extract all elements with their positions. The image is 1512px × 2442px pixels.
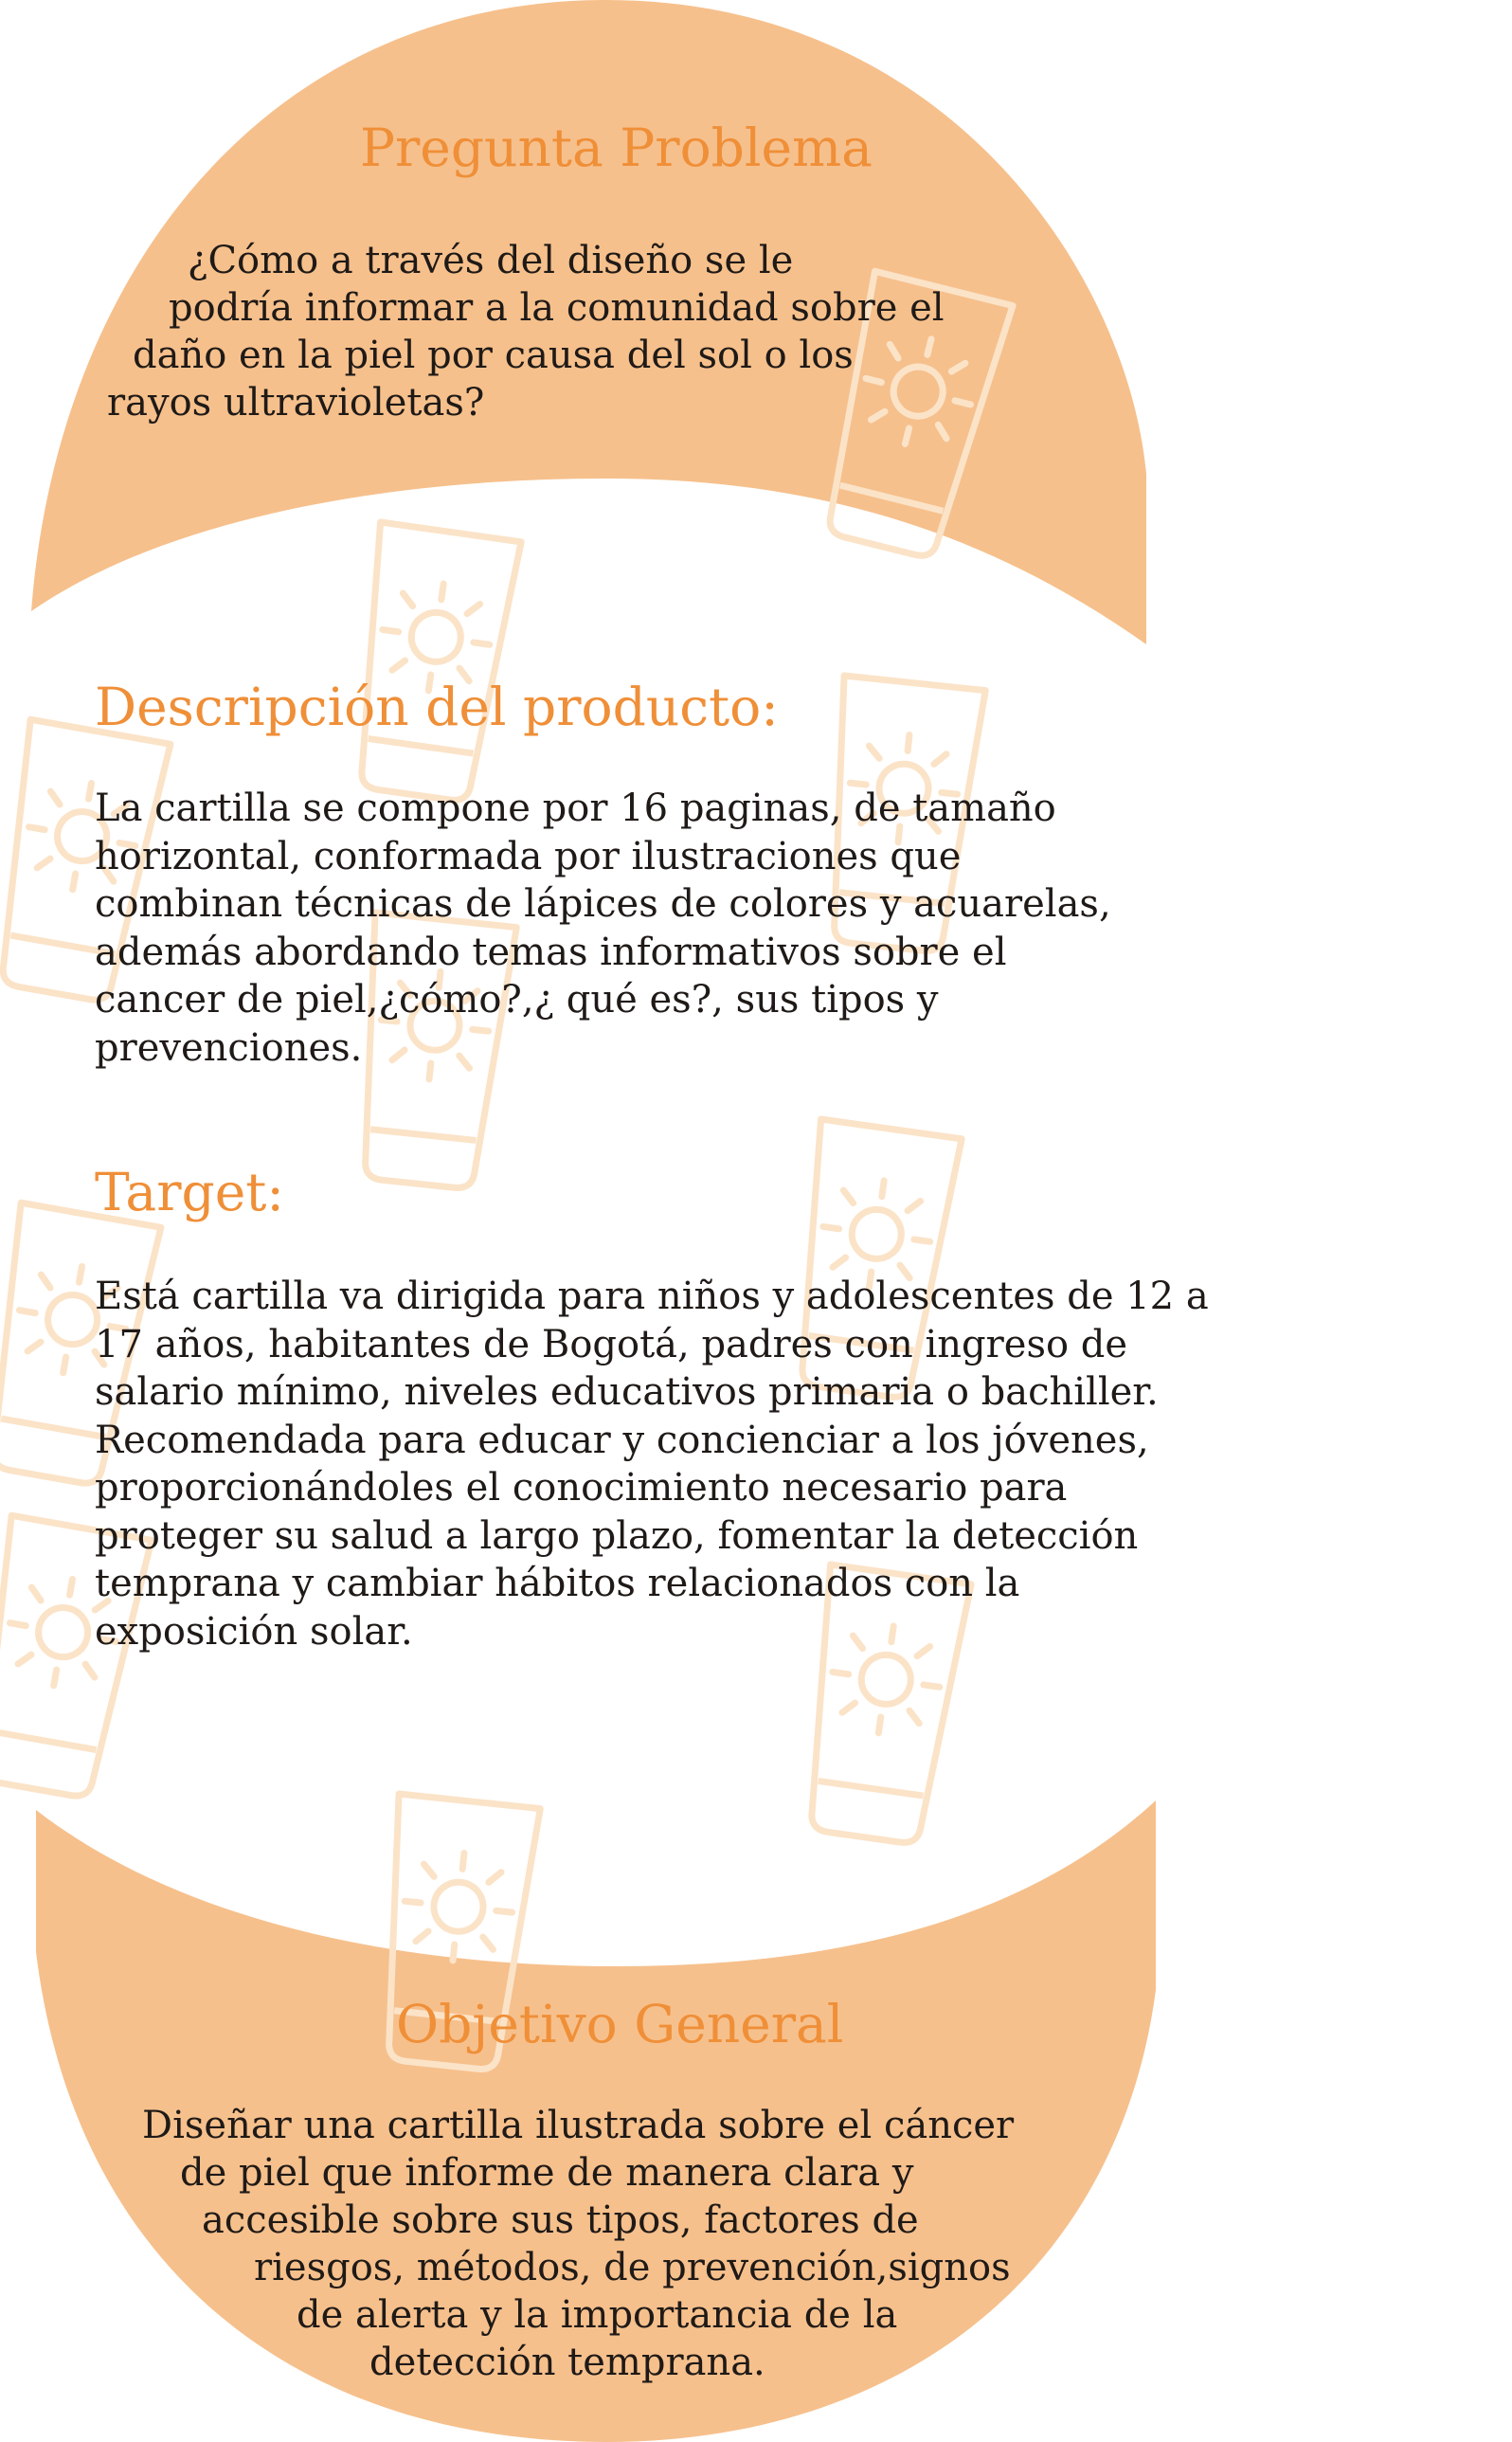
target-title: Target: <box>95 1162 284 1222</box>
objetivo-line-6: detección temprana. <box>369 2341 765 2384</box>
pregunta-problema-title: Pregunta Problema <box>360 118 873 178</box>
target-line: proteger su salud a largo plazo, fomentar la detección <box>95 1513 1139 1558</box>
descripcion-line: prevenciones. <box>95 1025 363 1070</box>
objetivo-line-4: riesgos, métodos, de prevención,signos <box>254 2246 1011 2289</box>
objetivo-general-title: Objetivo General <box>396 1994 844 2054</box>
objetivo-line-3: accesible sobre sus tipos, factores de <box>202 2198 919 2242</box>
target-line: temprana y cambiar hábitos relacionados con la <box>95 1562 1020 1605</box>
target-line: Recomendada para educar y concienciar a los jóvenes, <box>95 1418 1149 1462</box>
objetivo-line-2: de piel que informe de manera clara y <box>180 2151 914 2195</box>
objetivo-line-5: de alerta y la importancia de la <box>297 2293 898 2337</box>
target-line: Está cartilla va dirigida para niños y adolescentes de 12 a <box>95 1275 1209 1318</box>
descripcion-line: cancer de piel,¿cómo?,¿ qué es?, sus tipos y <box>95 978 939 1022</box>
target-line: proporcionándoles el conocimiento necesario para <box>95 1466 1068 1510</box>
descripcion-line: además abordando temas informativos sobre el <box>95 930 1007 974</box>
pregunta-line-1: ¿Cómo a través del diseño se le <box>188 239 794 282</box>
target-line: exposición solar. <box>95 1609 413 1654</box>
descripcion-line: combinan técnicas de lápices de colores y acuarelas, <box>95 882 1111 926</box>
pregunta-line-3: daño en la piel por causa del sol o los <box>133 334 854 377</box>
target-line: salario mínimo, niveles educativos primaria o bachiller. <box>95 1370 1159 1414</box>
descripcion-text <box>95 785 1111 1072</box>
descripcion-title: Descripción del producto: <box>95 677 779 737</box>
pregunta-line-4: rayos ultravioletas? <box>107 381 485 425</box>
target-line: 17 años, habitantes de Bogotá, padres con ingreso de <box>95 1322 1128 1366</box>
pregunta-line-2: podría informar a la comunidad sobre el <box>169 286 945 330</box>
descripcion-line: horizontal, conformada por ilustraciones que <box>95 834 962 878</box>
objetivo-line-1: Diseñar una cartilla ilustrada sobre el cáncer <box>142 2104 1015 2147</box>
descripcion-line: La cartilla se compone por 16 paginas, de tamaño <box>95 787 1056 830</box>
target-text <box>95 1273 1209 1655</box>
